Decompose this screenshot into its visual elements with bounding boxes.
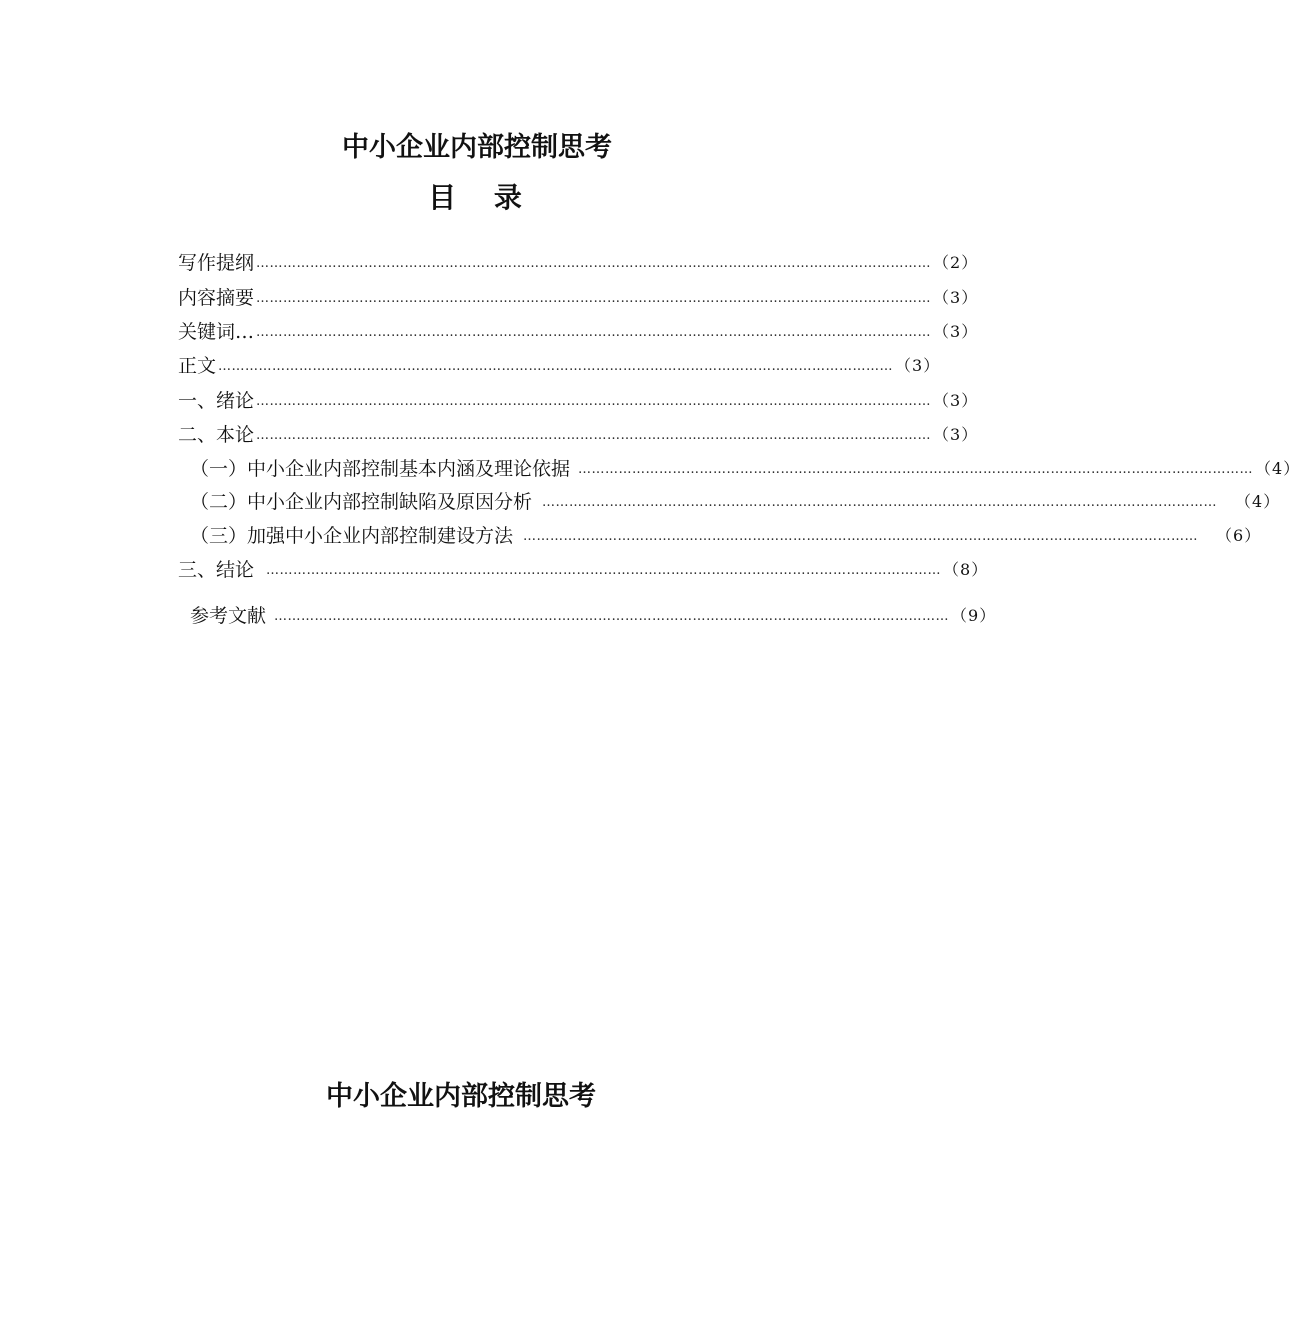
toc-entry-page: （6） — [1216, 525, 1262, 545]
toc-entry[interactable] — [178, 386, 979, 412]
toc-dot-leader: …………………………………………………………………………………………………………………………………… — [266, 562, 942, 578]
toc-dot-leader: …………………………………………………………………………………………………………………………………… — [542, 494, 1218, 510]
toc-dot-leader: …………………………………………………………………………………………………………………………………… — [256, 324, 932, 340]
toc-entry[interactable] — [178, 317, 979, 343]
section-title: 中小企业内部控制思考 — [326, 1081, 596, 1112]
toc-entry-page: （8） — [943, 559, 989, 579]
toc-entry[interactable] — [178, 351, 941, 377]
toc-entry-page: （9） — [951, 605, 997, 625]
toc-entry-label: 三、结论 — [178, 558, 255, 581]
toc-dot-leader: …………………………………………………………………………………………………………………………………… — [256, 290, 932, 306]
toc-dot-leader: …………………………………………………………………………………………………………………………………… — [256, 427, 932, 443]
toc-entry[interactable] — [190, 487, 1281, 513]
toc-entry-label: 一、绪论 — [178, 389, 255, 412]
toc-dot-leader: …………………………………………………………………………………………………………………………………… — [256, 255, 932, 271]
toc-dot-leader: …………………………………………………………………………………………………………………………………… — [218, 358, 894, 374]
toc-entry[interactable] — [190, 521, 1262, 547]
toc-entry-label: 写作提纲 — [178, 251, 255, 274]
toc-entry-label: 关键词… — [178, 320, 255, 343]
toc-entry-page: （3） — [895, 355, 941, 375]
toc-entry[interactable] — [190, 601, 997, 627]
toc-entry-page: （3） — [933, 424, 979, 444]
toc-heading: 目 录 — [428, 181, 522, 214]
toc-entry[interactable] — [178, 283, 979, 309]
toc-entry-label: 二、本论 — [178, 423, 255, 446]
toc-entry[interactable] — [190, 454, 1300, 480]
toc-entry[interactable] — [178, 248, 979, 274]
toc-entry-label: （一）中小企业内部控制基本内涵及理论依据 — [190, 457, 571, 480]
toc-entry-page: （4） — [1235, 491, 1281, 511]
document-title: 中小企业内部控制思考 — [342, 132, 612, 163]
toc-entry-page: （3） — [933, 321, 979, 341]
toc-entry-label: 内容摘要 — [178, 286, 255, 309]
toc-entry-page: （4） — [1255, 458, 1300, 478]
toc-entry-label: （二）中小企业内部控制缺陷及原因分析 — [190, 490, 533, 513]
toc-entry-label: 正文 — [178, 354, 217, 377]
toc-entry-label: （三）加强中小企业内部控制建设方法 — [190, 524, 514, 547]
toc-entry-page: （3） — [933, 287, 979, 307]
toc-dot-leader: …………………………………………………………………………………………………………………………………… — [274, 608, 950, 624]
toc-entry[interactable] — [178, 420, 979, 446]
toc-entry[interactable] — [178, 555, 989, 581]
toc-entry-page: （2） — [933, 252, 979, 272]
toc-dot-leader: …………………………………………………………………………………………………………………………………… — [578, 461, 1254, 477]
toc-dot-leader: …………………………………………………………………………………………………………………………………… — [523, 528, 1199, 544]
toc-entry-label: 参考文献 — [190, 604, 267, 627]
toc-entry-page: （3） — [933, 390, 979, 410]
toc-dot-leader: …………………………………………………………………………………………………………………………………… — [256, 393, 932, 409]
